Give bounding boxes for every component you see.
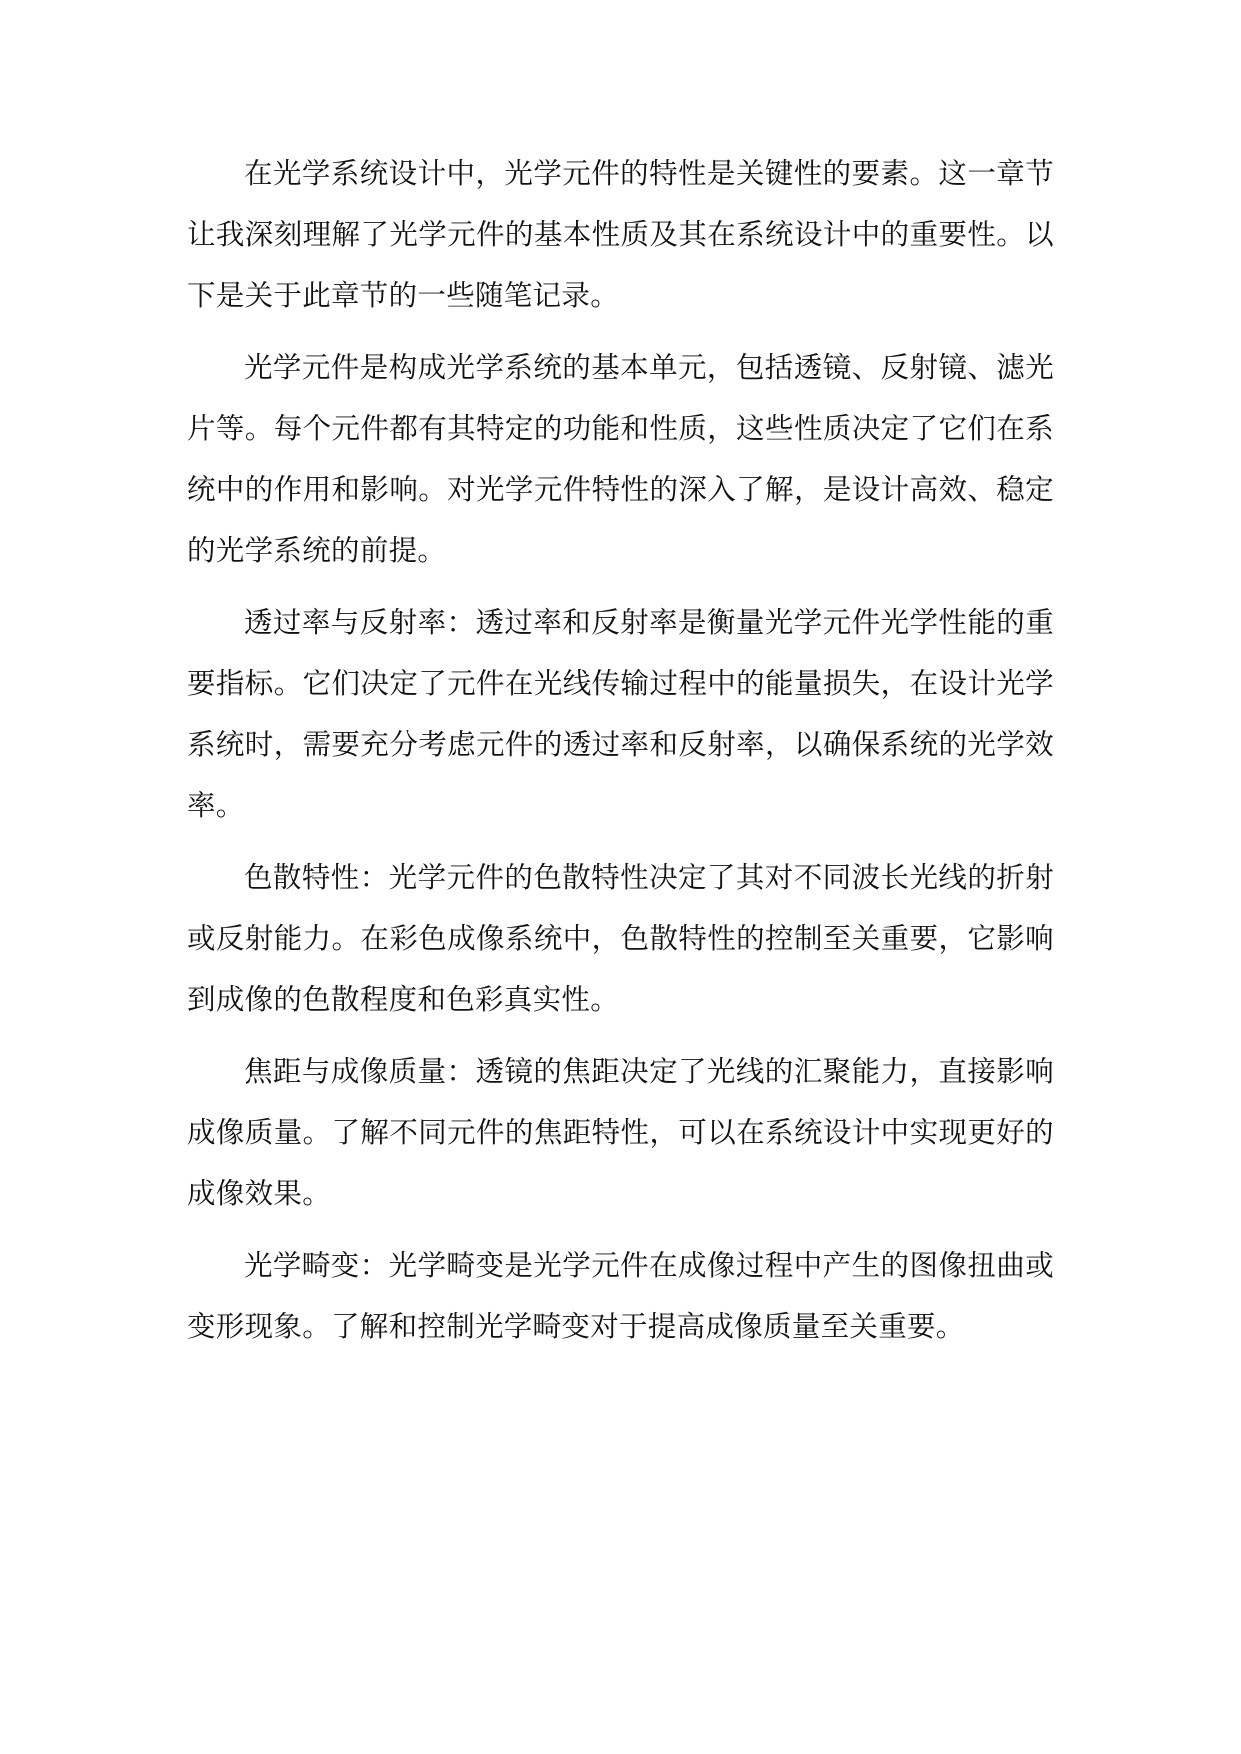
paragraph-optical-elements: 光学元件是构成光学系统的基本单元，包括透镜、反射镜、滤光片等。每个元件都有其特定的功能和性质，这些性质决定了它们在系统中的作用和影响。对光学元件特性的深入了解，是设计高效、稳定的光学系统的前提。 (187, 351, 1054, 567)
paragraph-distortion: 光学畸变：光学畸变是光学元件在成像过程中产生的图像扭曲或变形现象。了解和控制光学畸变对于提高成像质量至关重要。 (187, 1249, 1054, 1343)
paragraph-dispersion: 色散特性：光学元件的色散特性决定了其对不同波长光线的折射或反射能力。在彩色成像系统中，色散特性的控制至关重要，它影响到成像的色散程度和色彩真实性。 (187, 861, 1054, 1016)
paragraph-intro: 在光学系统设计中，光学元件的特性是关键性的要素。这一章节让我深刻理解了光学元件的基本性质及其在系统设计中的重要性。以下是关于此章节的一些随笔记录。 (187, 157, 1054, 312)
paragraph-transmittance-reflectance: 透过率与反射率：透过率和反射率是衡量光学元件光学性能的重要指标。它们决定了元件在光线传输过程中的能量损失，在设计光学系统时，需要充分考虑元件的透过率和反射率，以确保系统的光学效率。 (187, 606, 1054, 822)
document-body (187, 143, 1054, 1368)
paragraph-focal-length: 焦距与成像质量：透镜的焦距决定了光线的汇聚能力，直接影响成像质量。了解不同元件的焦距特性，可以在系统设计中实现更好的成像效果。 (187, 1055, 1054, 1210)
